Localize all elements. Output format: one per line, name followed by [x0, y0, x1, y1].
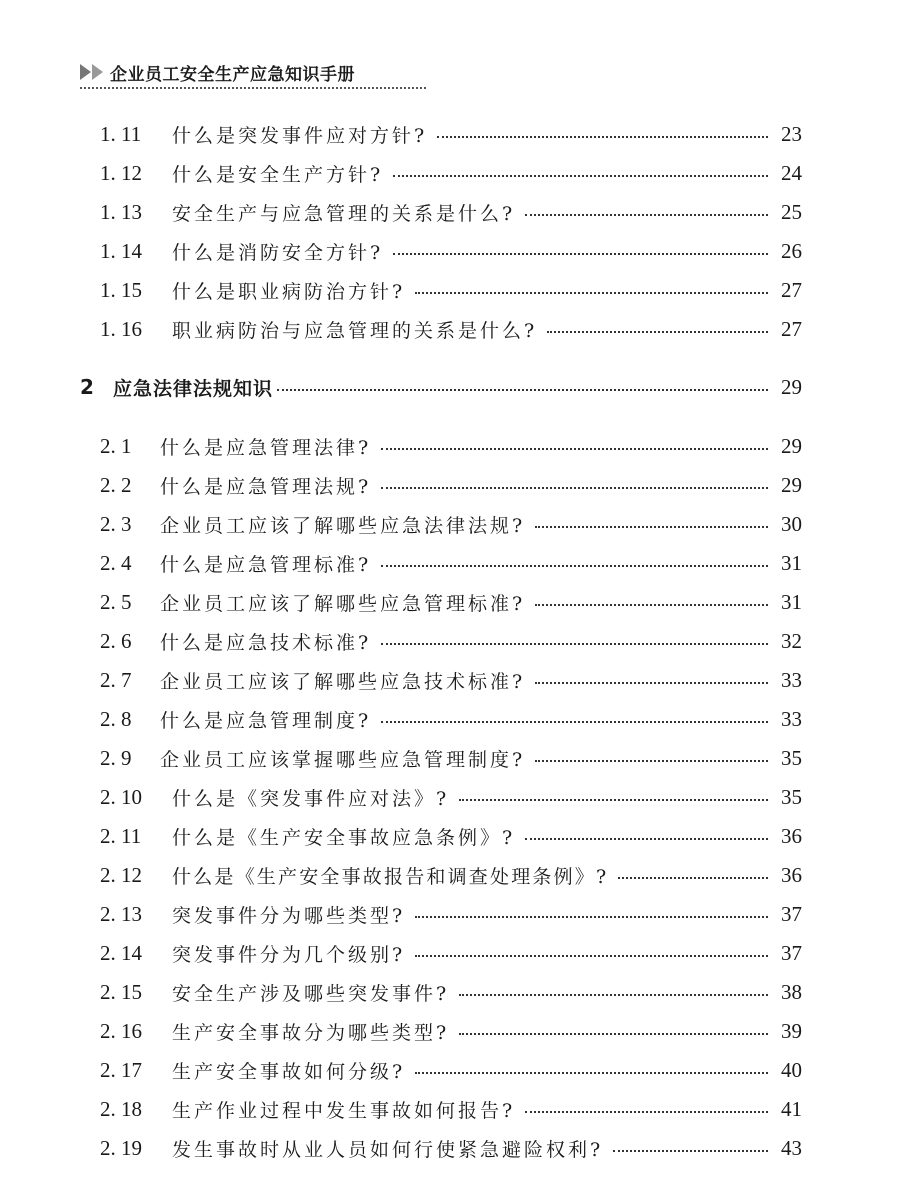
toc-entry-title: 生产安全事故分为哪些类型? [172, 1021, 450, 1044]
toc-entry-title: 生产安全事故如何分级? [172, 1060, 406, 1083]
toc-entry-page: 26 [781, 238, 802, 263]
toc-entry-title: 什么是应急管理制度? [160, 709, 372, 732]
toc-entry[interactable] [100, 1054, 802, 1086]
toc-entry-title: 突发事件分为几个级别? [172, 943, 406, 966]
toc-entry-title: 生产作业过程中发生事故如何报告? [172, 1099, 516, 1122]
toc-entry-title: 什么是应急管理标准? [160, 553, 372, 576]
toc-entry[interactable] [100, 1132, 802, 1164]
toc-entry-title: 安全生产涉及哪些突发事件? [172, 982, 450, 1005]
toc-leader-dots [535, 604, 768, 606]
toc-entry-number: 2. 3 [100, 511, 132, 536]
toc-entry-page: 37 [781, 901, 802, 926]
toc-entry-page: 35 [781, 745, 802, 770]
toc-leader-dots [437, 136, 768, 138]
toc-leader-dots [547, 331, 768, 333]
toc-chapter-page: 29 [781, 374, 802, 399]
toc-entry-title: 什么是安全生产方针? [172, 163, 384, 186]
toc-entry-page: 23 [781, 121, 802, 146]
toc-entry-page: 25 [781, 199, 802, 224]
toc-entry-number: 2. 15 [100, 979, 142, 1004]
toc-leader-dots [535, 682, 768, 684]
toc-entry-title: 职业病防治与应急管理的关系是什么? [172, 319, 538, 342]
toc-entry-number: 1. 16 [100, 316, 142, 341]
toc-entry-number: 1. 15 [100, 277, 142, 302]
toc-entry[interactable] [100, 469, 802, 501]
toc-entry[interactable] [100, 859, 802, 891]
toc-entry[interactable] [100, 508, 802, 540]
toc-entry[interactable] [100, 625, 802, 657]
toc-entry-title: 企业员工应该了解哪些应急法律法规? [160, 514, 526, 537]
toc-entry[interactable] [100, 976, 802, 1008]
toc-entry[interactable] [100, 898, 802, 930]
toc-entry-title: 企业员工应该掌握哪些应急管理制度? [160, 748, 526, 771]
toc-leader-dots [381, 565, 768, 567]
toc-leader-dots [525, 214, 768, 216]
toc-entry-page: 36 [781, 862, 802, 887]
toc-entry-number: 1. 12 [100, 160, 142, 185]
toc-entry-title: 发生事故时从业人员如何行使紧急避险权利? [172, 1138, 604, 1161]
toc-entry[interactable] [100, 118, 802, 150]
toc-entry[interactable] [100, 820, 802, 852]
toc-entry-number: 1. 14 [100, 238, 142, 263]
toc-entry-number: 2. 4 [100, 550, 132, 575]
toc-leader-dots [393, 175, 768, 177]
toc-entry-title: 什么是职业病防治方针? [172, 280, 406, 303]
toc-entry-page: 38 [781, 979, 802, 1004]
toc-entry-title: 什么是应急管理法律? [160, 436, 372, 459]
toc-entry-title: 突发事件分为哪些类型? [172, 904, 406, 927]
toc-entry-number: 2. 11 [100, 823, 142, 848]
toc-leader-dots [381, 448, 768, 450]
toc-entry[interactable] [100, 196, 802, 228]
toc-entry-title: 什么是消防安全方针? [172, 241, 384, 264]
toc-leader-dots [459, 799, 768, 801]
toc-entry-number: 2. 2 [100, 472, 132, 497]
toc-entry[interactable] [100, 274, 802, 306]
toc-entry[interactable] [100, 664, 802, 696]
toc-entry-title: 什么是《生产安全事故应急条例》? [172, 826, 516, 849]
toc-leader-dots [277, 389, 768, 391]
toc-entry-page: 37 [781, 940, 802, 965]
toc-entry-title: 什么是《生产安全事故报告和调查处理条例》? [172, 865, 609, 888]
toc-entry-title: 企业员工应该了解哪些应急技术标准? [160, 670, 526, 693]
toc-leader-dots [535, 760, 768, 762]
toc-entry-page: 40 [781, 1057, 802, 1082]
toc-entry-number: 2. 6 [100, 628, 132, 653]
toc-entry[interactable] [100, 157, 802, 189]
book-title: 企业员工安全生产应急知识手册 [110, 65, 355, 85]
toc-leader-dots [459, 1033, 768, 1035]
toc-entry-page: 27 [781, 316, 802, 341]
toc-entry-number: 2. 19 [100, 1135, 142, 1160]
toc-leader-dots [381, 721, 768, 723]
toc-leader-dots [459, 994, 768, 996]
toc-entry-number: 2. 5 [100, 589, 132, 614]
toc-entry-number: 2. 1 [100, 433, 132, 458]
toc-entry-page: 35 [781, 784, 802, 809]
toc-entry-number: 1. 11 [100, 121, 142, 146]
toc-entry[interactable] [100, 235, 802, 267]
toc-entry[interactable] [100, 1093, 802, 1125]
toc-entry-page: 24 [781, 160, 802, 185]
toc-entry-page: 33 [781, 706, 802, 731]
toc-entry-page: 31 [781, 589, 802, 614]
toc-entry-title: 安全生产与应急管理的关系是什么? [172, 202, 516, 225]
toc-chapter-number: 2 [80, 375, 94, 399]
toc-entry-number: 2. 16 [100, 1018, 142, 1043]
toc-entry-page: 43 [781, 1135, 802, 1160]
toc-chapter[interactable] [80, 371, 802, 403]
toc-entry[interactable] [100, 313, 802, 345]
toc-entry-number: 2. 14 [100, 940, 142, 965]
toc-entry[interactable] [100, 547, 802, 579]
toc-leader-dots [381, 487, 768, 489]
toc-leader-dots [415, 916, 768, 918]
toc-entry-number: 2. 7 [100, 667, 132, 692]
toc-entry-number: 2. 18 [100, 1096, 142, 1121]
toc-entry-page: 32 [781, 628, 802, 653]
toc-leader-dots [613, 1150, 768, 1152]
toc-entry-title: 企业员工应该了解哪些应急管理标准? [160, 592, 526, 615]
toc-entry-page: 39 [781, 1018, 802, 1043]
toc-entry-number: 2. 13 [100, 901, 142, 926]
toc-leader-dots [525, 1111, 768, 1113]
toc-entry-title: 什么是《突发事件应对法》? [172, 787, 450, 810]
toc-chapter-title: 应急法律法规知识 [113, 377, 274, 400]
toc-entry-number: 2. 12 [100, 862, 142, 887]
toc-leader-dots [415, 292, 768, 294]
toc-entry-title: 什么是应急技术标准? [160, 631, 372, 654]
toc-leader-dots [381, 643, 768, 645]
toc-entry-title: 什么是突发事件应对方针? [172, 124, 428, 147]
toc-entry[interactable] [100, 1015, 802, 1047]
toc-leader-dots [535, 526, 768, 528]
toc-leader-dots [415, 955, 768, 957]
toc-entry-page: 31 [781, 550, 802, 575]
toc-entry[interactable] [100, 430, 802, 462]
toc-entry-number: 2. 8 [100, 706, 132, 731]
toc-leader-dots [525, 838, 768, 840]
toc-entry[interactable] [100, 703, 802, 735]
toc-entry[interactable] [100, 586, 802, 618]
toc-entry[interactable] [100, 781, 802, 813]
toc-entry-page: 30 [781, 511, 802, 536]
toc-entry-page: 27 [781, 277, 802, 302]
toc-entry-page: 36 [781, 823, 802, 848]
toc-entry-page: 29 [781, 472, 802, 497]
toc-leader-dots [393, 253, 768, 255]
toc-entry-number: 2. 10 [100, 784, 142, 809]
toc-entry-number: 1. 13 [100, 199, 142, 224]
toc-leader-dots [618, 877, 768, 879]
toc-entry-page: 41 [781, 1096, 802, 1121]
toc-entry-page: 33 [781, 667, 802, 692]
toc-entry[interactable] [100, 742, 802, 774]
toc-entry-title: 什么是应急管理法规? [160, 475, 372, 498]
toc-entry-number: 2. 17 [100, 1057, 142, 1082]
toc-leader-dots [415, 1072, 768, 1074]
toc-entry-number: 2. 9 [100, 745, 132, 770]
toc-entry[interactable] [100, 937, 802, 969]
toc-entry-page: 29 [781, 433, 802, 458]
